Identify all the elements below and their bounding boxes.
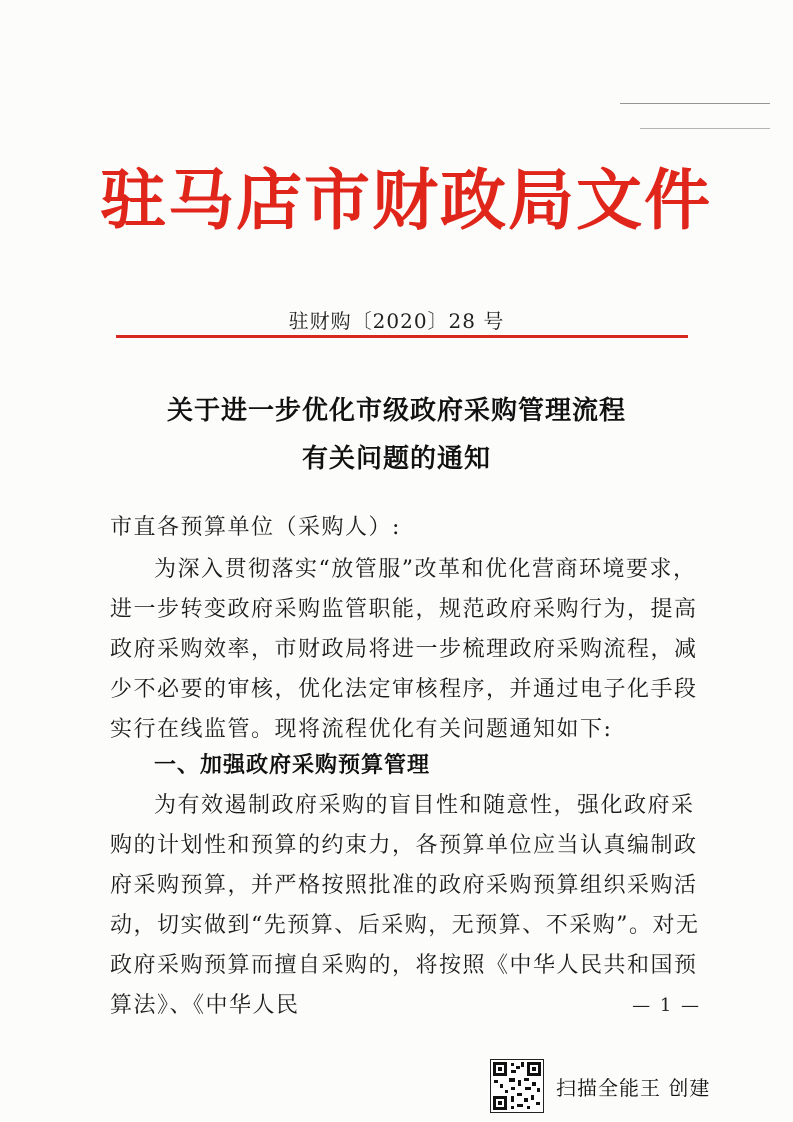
document-header-title: 驻马店市财政局文件 bbox=[100, 161, 712, 239]
watermark-text: 扫描全能王 创建 bbox=[556, 1075, 711, 1100]
paragraph-budget: 为有效遏制政府采购的盲目性和随意性，强化政府采购的计划性和预算的约束力，各预算单位应当认真编制政府采购预算，并严格按照批准的政府采购预算组织采购活动，切实做到“先预算、后采购，无预算、不采购”。对无政府采购预算而擅自采购的，将按照《中华人民共和国预算法》、《中华人民 bbox=[110, 793, 700, 1018]
notice-title-line2: 有关问题的通知 bbox=[301, 444, 491, 474]
document-number: 驻财购〔2020〕28 号 bbox=[288, 309, 505, 333]
notice-title-line1: 关于进一步优化市级政府采购管理流程 bbox=[166, 396, 626, 426]
section-heading-1: 一、加强政府采购预算管理 bbox=[154, 753, 431, 778]
paragraph-intro: 为深入贯彻落实“放管服”改革和优化营商环境要求，进一步转变政府采购监管职能，规范政府采购行为，提高政府采购效率，市财政局将进一步梳理政府采购流程，减少不必要的审核，优化法定审核程序，并通过电子化手段实行在线监管。现将流程优化有关问题通知如下: bbox=[110, 557, 698, 742]
qr-code-icon bbox=[490, 1059, 544, 1113]
scan-artifact-line bbox=[620, 103, 770, 104]
header-red-rule bbox=[116, 335, 688, 338]
scanner-watermark bbox=[490, 1058, 710, 1114]
scan-artifact-line bbox=[640, 128, 770, 129]
salutation: 市直各预算单位（采购人）: bbox=[110, 515, 401, 540]
page-number: — 1 — bbox=[632, 995, 701, 1016]
